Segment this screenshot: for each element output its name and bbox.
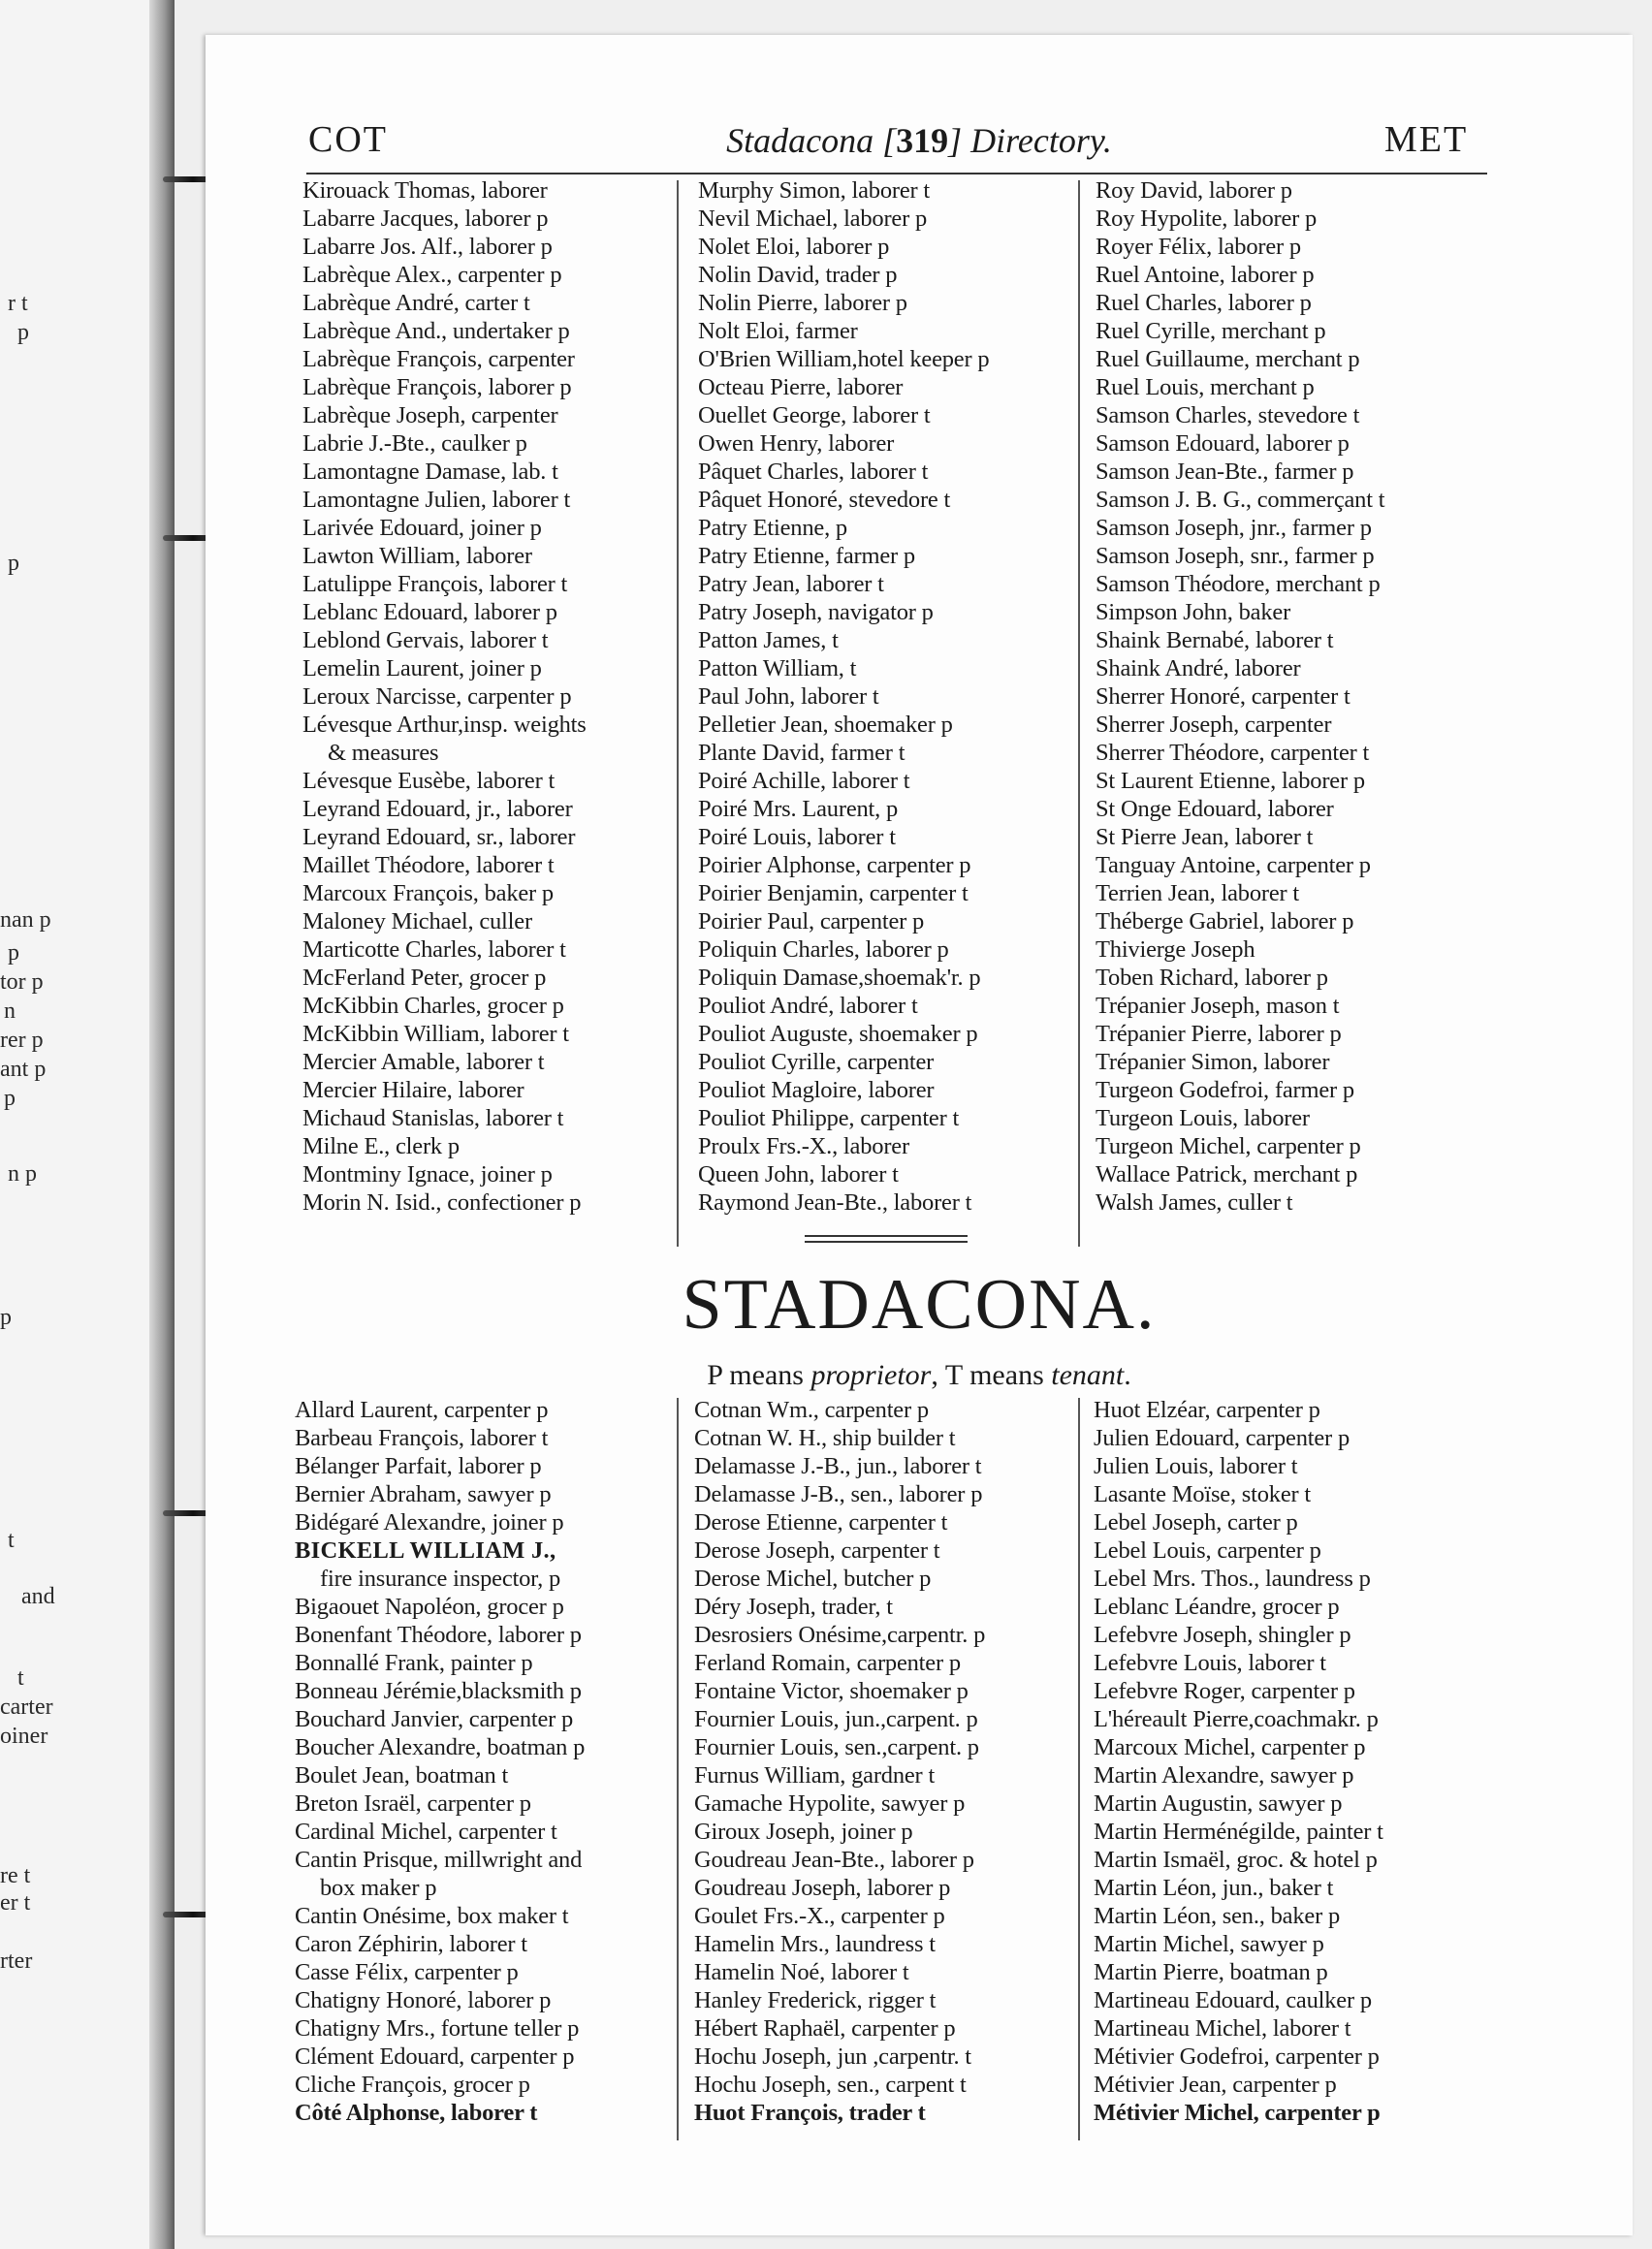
- directory-entry: Samson Joseph, snr., farmer p: [1096, 543, 1375, 569]
- directory-entry: Raymond Jean-Bte., laborer t: [698, 1189, 972, 1216]
- directory-entry: Patry Joseph, navigator p: [698, 599, 934, 625]
- section-separator: [805, 1241, 968, 1243]
- directory-entry: Marticotte Charles, laborer t: [302, 936, 566, 963]
- directory-entry: O'Brien William,hotel keeper p: [698, 346, 990, 372]
- header-title-prefix: Stadacona [: [726, 121, 897, 160]
- directory-entry: Sherrer Joseph, carpenter: [1096, 712, 1332, 738]
- directory-entry: Toben Richard, laborer p: [1096, 965, 1328, 991]
- previous-page-fragment: t: [17, 1665, 24, 1691]
- section-separator: [805, 1235, 968, 1237]
- previous-page-fragment: er t: [0, 1890, 31, 1916]
- directory-entry: Bonnallé Frank, painter p: [295, 1650, 533, 1676]
- directory-entry: Métivier Jean, carpenter p: [1094, 2072, 1337, 2098]
- directory-entry: Thivierge Joseph: [1096, 936, 1255, 963]
- header-left-guide-word: COT: [308, 119, 388, 160]
- directory-entry: Huot François, trader t: [694, 2100, 926, 2126]
- directory-entry: Leblond Gervais, laborer t: [302, 627, 549, 653]
- directory-entry: Patry Etienne, p: [698, 515, 847, 541]
- directory-entry: Paul John, laborer t: [698, 683, 879, 710]
- directory-entry: Delamasse J-B., sen., laborer p: [694, 1481, 983, 1507]
- directory-entry: Lasante Moïse, stoker t: [1094, 1481, 1312, 1507]
- directory-entry: Lévesque Eusèbe, laborer t: [302, 768, 556, 794]
- directory-entry: Leyrand Edouard, sr., laborer: [302, 824, 576, 850]
- directory-entry-continuation: & measures: [328, 740, 439, 766]
- directory-entry: Cantin Prisque, millwright and: [295, 1847, 583, 1873]
- header-right-guide-word: MET: [1384, 119, 1469, 160]
- directory-entry: Hamelin Mrs., laundress t: [694, 1931, 936, 1957]
- directory-entry: Bonneau Jérémie,blacksmith p: [295, 1678, 582, 1704]
- directory-entry: Allard Laurent, carpenter p: [295, 1397, 549, 1423]
- directory-entry: Martin Léon, sen., baker p: [1094, 1903, 1341, 1929]
- directory-entry: Sherrer Honoré, carpenter t: [1096, 683, 1350, 710]
- directory-entry: Martin Herménégilde, painter t: [1094, 1819, 1383, 1845]
- directory-entry: Martin Léon, jun., baker t: [1094, 1875, 1334, 1901]
- directory-entry: Boulet Jean, boatman t: [295, 1762, 509, 1789]
- directory-entry: Larivée Edouard, joiner p: [302, 515, 542, 541]
- directory-entry: Marcoux Michel, carpenter p: [1094, 1734, 1366, 1760]
- directory-entry: Kirouack Thomas, laborer: [302, 177, 548, 204]
- directory-entry: Cotnan Wm., carpenter p: [694, 1397, 929, 1423]
- directory-entry: Sherrer Théodore, carpenter t: [1096, 740, 1370, 766]
- directory-entry: Poiré Achille, laborer t: [698, 768, 910, 794]
- previous-page-fragment: p: [8, 551, 19, 576]
- previous-page-fragment: p: [8, 940, 19, 966]
- directory-entry: Lamontagne Julien, laborer t: [302, 487, 571, 513]
- directory-entry: Queen John, laborer t: [698, 1161, 899, 1188]
- directory-entry-continuation: fire insurance inspector, p: [320, 1566, 561, 1592]
- directory-entry: Bouchard Janvier, carpenter p: [295, 1706, 574, 1732]
- directory-entry: Caron Zéphirin, laborer t: [295, 1931, 527, 1957]
- directory-entry: Chatigny Honoré, laborer p: [295, 1987, 552, 2013]
- directory-entry: Gamache Hypolite, sawyer p: [694, 1790, 966, 1817]
- directory-entry: McKibbin William, laborer t: [302, 1021, 569, 1047]
- directory-entry: Ruel Cyrille, merchant p: [1096, 318, 1326, 344]
- directory-entry: Nevil Michael, laborer p: [698, 206, 928, 232]
- directory-entry: Théberge Gabriel, laborer p: [1096, 908, 1354, 934]
- directory-entry: Ruel Guillaume, merchant p: [1096, 346, 1360, 372]
- legend: [206, 1359, 1633, 1392]
- directory-entry: Samson Charles, stevedore t: [1096, 402, 1360, 428]
- section1-column-1: [302, 176, 690, 1217]
- directory-entry: Cliche François, grocer p: [295, 2072, 530, 2098]
- directory-entry: Samson Edouard, laborer p: [1096, 430, 1350, 457]
- directory-entry: Labrèque François, laborer p: [302, 374, 572, 400]
- directory-entry: Ouellet George, laborer t: [698, 402, 931, 428]
- directory-entry: Labrèque François, carpenter: [302, 346, 575, 372]
- directory-entry: Cantin Onésime, box maker t: [295, 1903, 569, 1929]
- column-divider: [677, 180, 679, 1247]
- directory-entry: Delamasse J.-B., jun., laborer t: [694, 1453, 982, 1479]
- directory-entry: Poliquin Charles, laborer p: [698, 936, 949, 963]
- directory-entry: Nolin David, trader p: [698, 262, 898, 288]
- directory-entry: Clément Edouard, carpenter p: [295, 2043, 575, 2070]
- previous-page-fragment: and: [21, 1584, 55, 1609]
- directory-entry: Huot Elzéar, carpenter p: [1094, 1397, 1320, 1423]
- directory-entry: Lawton William, laborer: [302, 543, 532, 569]
- previous-page-fragment: r t: [8, 291, 28, 316]
- directory-entry: Trépanier Simon, laborer: [1096, 1049, 1330, 1075]
- directory-entry: Poiré Louis, laborer t: [698, 824, 896, 850]
- directory-entry: Hanley Frederick, rigger t: [694, 1987, 937, 2013]
- previous-page-fragment: t: [8, 1528, 15, 1553]
- previous-page-fragment: rer p: [0, 1028, 44, 1053]
- directory-entry: Ruel Antoine, laborer p: [1096, 262, 1315, 288]
- directory-entry: Pâquet Honoré, stevedore t: [698, 487, 951, 513]
- previous-page-fragment: re t: [0, 1863, 31, 1888]
- previous-page-edge: [0, 0, 175, 2249]
- previous-page-fragment: n p: [8, 1161, 37, 1187]
- directory-entry: Chatigny Mrs., fortune teller p: [295, 2015, 580, 2042]
- directory-entry: Trépanier Pierre, laborer p: [1096, 1021, 1342, 1047]
- directory-entry: McFerland Peter, grocer p: [302, 965, 547, 991]
- page-number: 319: [896, 121, 949, 160]
- directory-entry: McKibbin Charles, grocer p: [302, 993, 564, 1019]
- directory-entry: Pouliot Cyrille, carpenter: [698, 1049, 935, 1075]
- directory-entry: Octeau Pierre, laborer: [698, 374, 904, 400]
- previous-page-fragment: nan p: [0, 907, 51, 933]
- directory-entry: Barbeau François, laborer t: [295, 1425, 549, 1451]
- directory-entry: Plante David, farmer t: [698, 740, 905, 766]
- directory-entry: Goudreau Joseph, laborer p: [694, 1875, 951, 1901]
- directory-entry: Fournier Louis, jun.,carpent. p: [694, 1706, 978, 1732]
- directory-entry: Nolin Pierre, laborer p: [698, 290, 907, 316]
- directory-entry: Bélanger Parfait, laborer p: [295, 1453, 542, 1479]
- directory-entry: Cardinal Michel, carpenter t: [295, 1819, 557, 1845]
- directory-entry: Labarre Jacques, laborer p: [302, 206, 549, 232]
- directory-entry: Murphy Simon, laborer t: [698, 177, 931, 204]
- section1-column-2: [698, 176, 1086, 1217]
- directory-entry: Hamelin Noé, laborer t: [694, 1959, 909, 1985]
- directory-entry: Bonenfant Théodore, laborer p: [295, 1622, 582, 1648]
- directory-entry: Mercier Amable, laborer t: [302, 1049, 545, 1075]
- directory-entry: Martin Michel, sawyer p: [1094, 1931, 1324, 1957]
- directory-entry: Morin N. Isid., confectioner p: [302, 1189, 582, 1216]
- directory-entry: Bidégaré Alexandre, joiner p: [295, 1509, 564, 1536]
- directory-entry: Métivier Michel, carpenter p: [1094, 2100, 1381, 2126]
- directory-entry: Patton William, t: [698, 655, 857, 681]
- directory-entry: Maloney Michael, culler: [302, 908, 532, 934]
- directory-entry: Lemelin Laurent, joiner p: [302, 655, 542, 681]
- directory-entry: Samson Jean-Bte., farmer p: [1096, 459, 1354, 485]
- directory-entry: Lebel Louis, carpenter p: [1094, 1537, 1321, 1564]
- directory-entry: Hochu Joseph, sen., carpent t: [694, 2072, 967, 2098]
- directory-entry: Royer Félix, laborer p: [1096, 234, 1301, 260]
- directory-entry: Hébert Raphaël, carpenter p: [694, 2015, 956, 2042]
- directory-entry: Poliquin Damase,shoemak'r. p: [698, 965, 981, 991]
- directory-entry: Déry Joseph, trader, t: [694, 1594, 893, 1620]
- directory-entry: Lefebvre Joseph, shingler p: [1094, 1622, 1351, 1648]
- section2-column-3: [1094, 1396, 1481, 2127]
- directory-entry: Poirier Alphonse, carpenter p: [698, 852, 971, 878]
- directory-entry: Furnus William, gardner t: [694, 1762, 936, 1789]
- directory-entry: Marcoux François, baker p: [302, 880, 554, 906]
- directory-entry: Proulx Frs.-X., laborer: [698, 1133, 909, 1159]
- header-rule: [306, 173, 1487, 174]
- directory-entry: Latulippe François, laborer t: [302, 571, 568, 597]
- directory-entry: Lebel Mrs. Thos., laundress p: [1094, 1566, 1371, 1592]
- directory-entry-continuation: box maker p: [320, 1875, 437, 1901]
- directory-entry: Poirier Paul, carpenter p: [698, 908, 925, 934]
- directory-entry: Pouliot André, laborer t: [698, 993, 918, 1019]
- directory-entry: Samson Théodore, merchant p: [1096, 571, 1381, 597]
- directory-entry: Labarre Jos. Alf., laborer p: [302, 234, 553, 260]
- directory-entry: Leblanc Edouard, laborer p: [302, 599, 557, 625]
- directory-entry: St Onge Edouard, laborer: [1096, 796, 1334, 822]
- header-title-suffix: ] Directory.: [948, 121, 1112, 160]
- directory-entry: Boucher Alexandre, boatman p: [295, 1734, 586, 1760]
- section1-column-3: [1096, 176, 1483, 1217]
- previous-page-fragment: carter: [0, 1695, 53, 1720]
- directory-entry: Samson Joseph, jnr., farmer p: [1096, 515, 1372, 541]
- directory-entry: Samson J. B. G., commerçant t: [1096, 487, 1385, 513]
- directory-entry: Ruel Louis, merchant p: [1096, 374, 1315, 400]
- directory-entry: Michaud Stanislas, laborer t: [302, 1105, 564, 1131]
- column-divider: [677, 1398, 679, 2140]
- directory-entry: Lefebvre Roger, carpenter p: [1094, 1678, 1355, 1704]
- directory-entry: Hochu Joseph, jun ,carpentr. t: [694, 2043, 971, 2070]
- legend-end: .: [1124, 1359, 1131, 1391]
- directory-entry: Desrosiers Onésime,carpentr. p: [694, 1622, 986, 1648]
- directory-entry: Poirier Benjamin, carpenter t: [698, 880, 969, 906]
- directory-entry: Lamontagne Damase, lab. t: [302, 459, 558, 485]
- directory-entry: Pouliot Magloire, laborer: [698, 1077, 935, 1103]
- directory-entry: Lefebvre Louis, laborer t: [1094, 1650, 1326, 1676]
- column-divider: [1078, 1398, 1080, 2140]
- legend-t: , T means: [931, 1359, 1052, 1391]
- previous-page-fragment: rter: [0, 1948, 33, 1974]
- directory-entry: Ferland Romain, carpenter p: [694, 1650, 961, 1676]
- directory-entry: Shaink Bernabé, laborer t: [1096, 627, 1334, 653]
- directory-entry: Pelletier Jean, shoemaker p: [698, 712, 953, 738]
- directory-entry: Leblanc Léandre, grocer p: [1094, 1594, 1340, 1620]
- directory-entry: Labrèque Joseph, carpenter: [302, 402, 558, 428]
- directory-entry: Martin Ismaël, groc. & hotel p: [1094, 1847, 1378, 1873]
- section2-column-2: [694, 1396, 1082, 2127]
- directory-entry: Martineau Michel, laborer t: [1094, 2015, 1351, 2042]
- directory-entry: Côté Alphonse, laborer t: [295, 2100, 538, 2126]
- directory-entry: Bigaouet Napoléon, grocer p: [295, 1594, 564, 1620]
- directory-entry: Poiré Mrs. Laurent, p: [698, 796, 899, 822]
- directory-entry: Nolet Eloi, laborer p: [698, 234, 890, 260]
- section2-column-1: [295, 1396, 683, 2127]
- directory-entry: Walsh James, culler t: [1096, 1189, 1293, 1216]
- previous-page-fragment: p: [0, 1305, 12, 1330]
- directory-entry: Casse Félix, carpenter p: [295, 1959, 519, 1985]
- directory-entry: Martineau Edouard, caulker p: [1094, 1987, 1372, 2013]
- directory-entry: Shaink André, laborer: [1096, 655, 1301, 681]
- directory-entry: St Pierre Jean, laborer t: [1096, 824, 1314, 850]
- directory-entry: Goudreau Jean-Bte., laborer p: [694, 1847, 974, 1873]
- directory-entry: Lévesque Arthur,insp. weights: [302, 712, 587, 738]
- previous-page-fragment: p: [17, 320, 29, 345]
- directory-entry: Montminy Ignace, joiner p: [302, 1161, 553, 1188]
- directory-entry: Patry Etienne, farmer p: [698, 543, 915, 569]
- column-divider: [1078, 180, 1080, 1247]
- directory-entry: Ruel Charles, laborer p: [1096, 290, 1312, 316]
- directory-entry: Tanguay Antoine, carpenter p: [1096, 852, 1371, 878]
- directory-entry: Métivier Godefroi, carpenter p: [1094, 2043, 1380, 2070]
- directory-entry: Labrèque And., undertaker p: [302, 318, 570, 344]
- directory-entry: Giroux Joseph, joiner p: [694, 1819, 913, 1845]
- directory-entry: St Laurent Etienne, laborer p: [1096, 768, 1365, 794]
- directory-entry: Lebel Joseph, carter p: [1094, 1509, 1298, 1536]
- directory-entry: Labrèque Alex., carpenter p: [302, 262, 562, 288]
- directory-entry: Turgeon Michel, carpenter p: [1096, 1133, 1361, 1159]
- directory-entry: Pouliot Philippe, carpenter t: [698, 1105, 960, 1131]
- directory-entry: Nolt Eloi, farmer: [698, 318, 858, 344]
- directory-entry: Turgeon Godefroi, farmer p: [1096, 1077, 1354, 1103]
- legend-p: P means: [707, 1359, 811, 1391]
- directory-entry: Bernier Abraham, sawyer p: [295, 1481, 552, 1507]
- directory-entry: Patton James, t: [698, 627, 839, 653]
- directory-entry: Labrèque André, carter t: [302, 290, 530, 316]
- directory-entry: Breton Israël, carpenter p: [295, 1790, 531, 1817]
- directory-entry: Roy David, laborer p: [1096, 177, 1292, 204]
- directory-entry: Maillet Théodore, laborer t: [302, 852, 555, 878]
- directory-entry: Milne E., clerk p: [302, 1133, 460, 1159]
- legend-tenant: tenant: [1051, 1359, 1125, 1391]
- directory-entry: Martin Pierre, boatman p: [1094, 1959, 1328, 1985]
- directory-entry: Julien Louis, laborer t: [1094, 1453, 1298, 1479]
- legend-proprietor: proprietor: [810, 1359, 932, 1391]
- directory-entry: Derose Michel, butcher p: [694, 1566, 932, 1592]
- directory-entry: Roy Hypolite, laborer p: [1096, 206, 1318, 232]
- directory-entry: Goulet Frs.-X., carpenter p: [694, 1903, 945, 1929]
- directory-entry: Terrien Jean, laborer t: [1096, 880, 1299, 906]
- directory-entry: L'héreault Pierre,coachmakr. p: [1094, 1706, 1379, 1732]
- directory-entry: Trépanier Joseph, mason t: [1096, 993, 1340, 1019]
- directory-entry: Julien Edouard, carpenter p: [1094, 1425, 1350, 1451]
- directory-entry: Turgeon Louis, laborer: [1096, 1105, 1310, 1131]
- directory-entry: Leyrand Edouard, jr., laborer: [302, 796, 573, 822]
- directory-entry: Derose Joseph, carpenter t: [694, 1537, 940, 1564]
- previous-page-fragment: ant p: [0, 1057, 47, 1082]
- previous-page-fragment: p: [4, 1086, 16, 1111]
- directory-entry: BICKELL WILLIAM J.,: [295, 1537, 556, 1564]
- directory-entry: Patry Jean, laborer t: [698, 571, 884, 597]
- directory-entry: Owen Henry, laborer: [698, 430, 895, 457]
- directory-entry: Cotnan W. H., ship builder t: [694, 1425, 956, 1451]
- directory-entry: Pouliot Auguste, shoemaker p: [698, 1021, 978, 1047]
- directory-entry: Pâquet Charles, laborer t: [698, 459, 929, 485]
- directory-page: [206, 35, 1633, 2235]
- directory-entry: Martin Alexandre, sawyer p: [1094, 1762, 1354, 1789]
- previous-page-fragment: oiner: [0, 1724, 48, 1749]
- directory-entry: Labrie J.-Bte., caulker p: [302, 430, 527, 457]
- directory-entry: Derose Etienne, carpenter t: [694, 1509, 948, 1536]
- directory-entry: Wallace Patrick, merchant p: [1096, 1161, 1358, 1188]
- directory-entry: Martin Augustin, sawyer p: [1094, 1790, 1343, 1817]
- directory-entry: Leroux Narcisse, carpenter p: [302, 683, 572, 710]
- directory-entry: Fournier Louis, sen.,carpent. p: [694, 1734, 979, 1760]
- section-title: STADACONA.: [682, 1265, 1157, 1345]
- previous-page-fragment: tor p: [0, 969, 44, 995]
- directory-entry: Simpson John, baker: [1096, 599, 1291, 625]
- running-header: [206, 118, 1633, 167]
- previous-page-fragment: n: [4, 998, 16, 1024]
- directory-entry: Fontaine Victor, shoemaker p: [694, 1678, 969, 1704]
- directory-entry: Mercier Hilaire, laborer: [302, 1077, 524, 1103]
